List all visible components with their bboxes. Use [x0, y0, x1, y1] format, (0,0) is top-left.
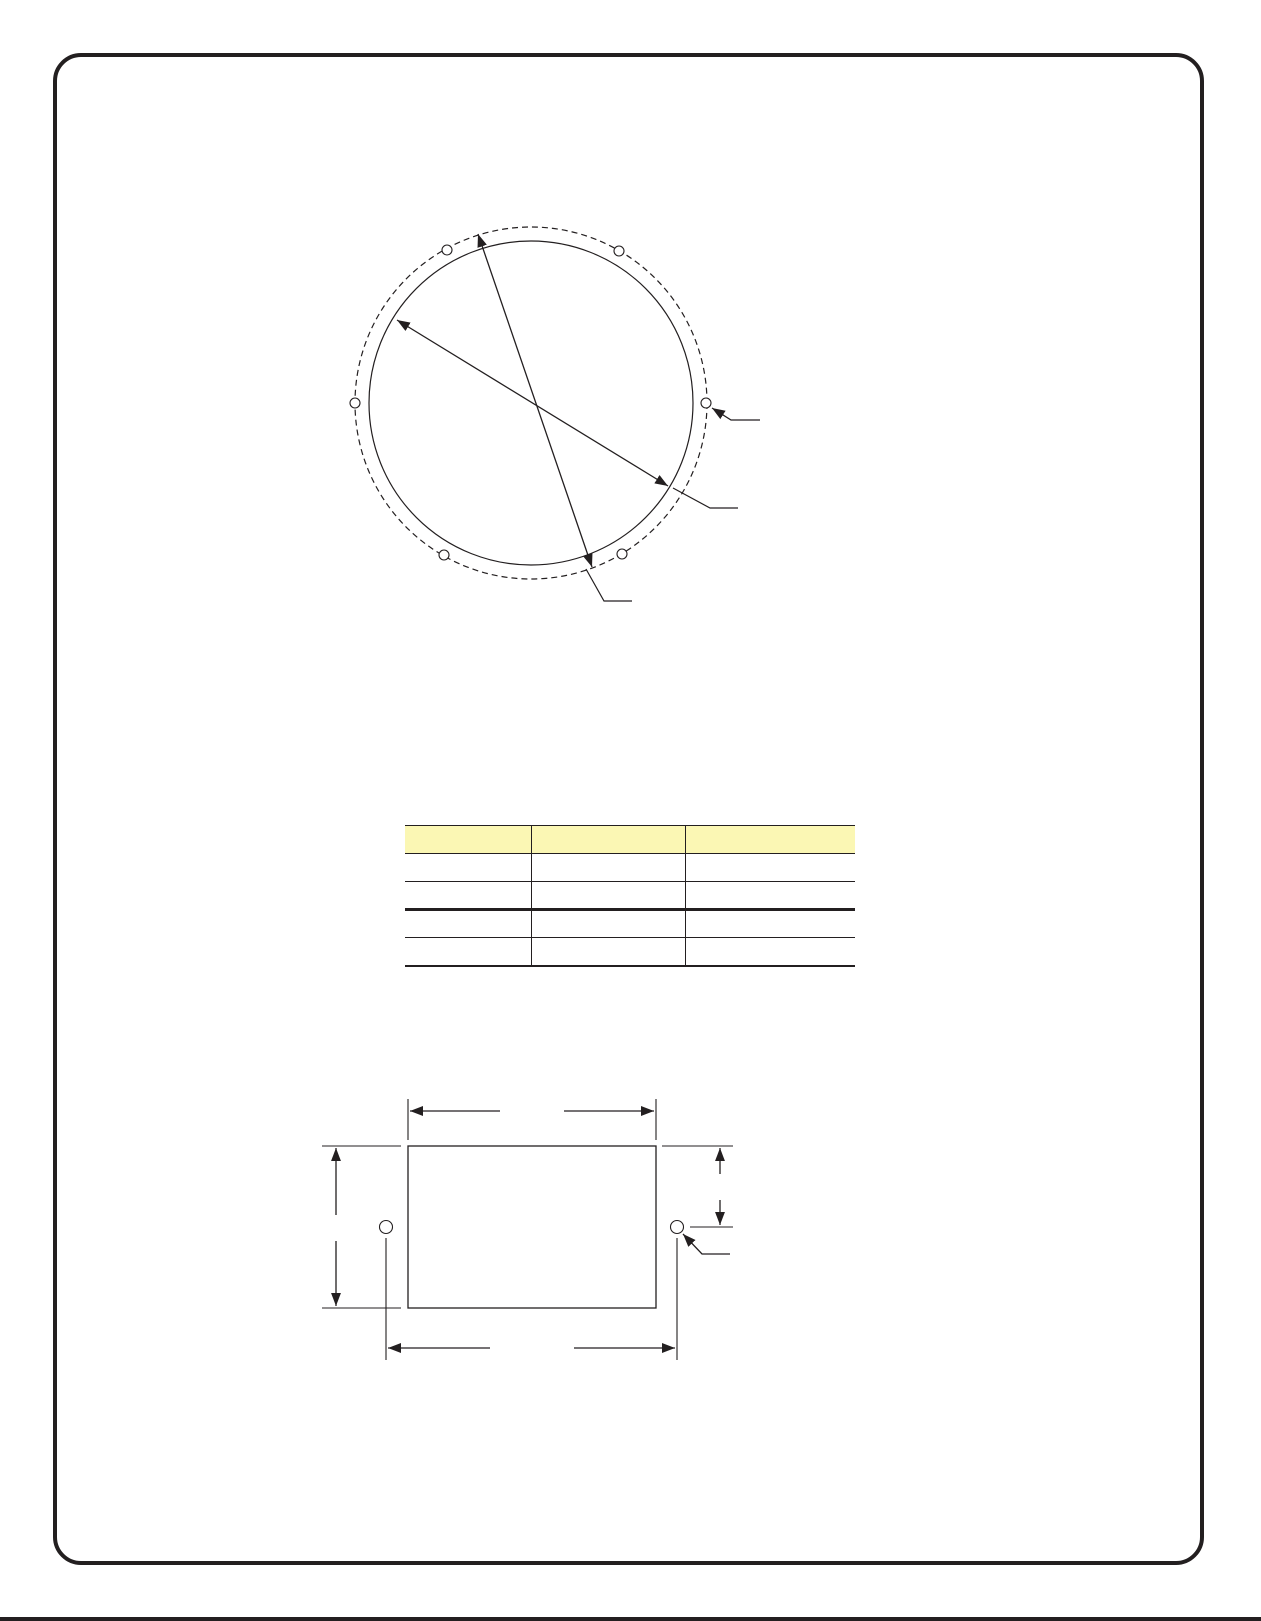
dimension-table [405, 825, 855, 967]
bottom-rule [0, 1617, 1261, 1621]
mounting-hole [380, 1221, 393, 1234]
table-cell [531, 938, 685, 966]
mounting-hole-leader [712, 408, 760, 420]
mounting-hole [671, 1221, 684, 1234]
mounting-hole [350, 398, 360, 408]
table-cell [531, 882, 685, 910]
mounting-hole [701, 398, 711, 408]
table-row [405, 854, 855, 882]
table-cell [685, 938, 855, 966]
table-row [405, 938, 855, 966]
outer-diameter-leader [586, 569, 632, 601]
bolt-circle-outline [355, 227, 707, 579]
table-row [405, 882, 855, 910]
outer-diameter-arrow [478, 234, 592, 567]
table-cell [531, 854, 685, 882]
mounting-hole [442, 245, 452, 255]
table-header-cell [405, 826, 531, 854]
inner-diameter-arrow [397, 320, 668, 486]
mounting-hole [614, 246, 624, 256]
table-row [405, 910, 855, 938]
table-cell [685, 854, 855, 882]
cutout-circle [369, 241, 693, 565]
table-cell [405, 854, 531, 882]
round-cutout-diagram [350, 227, 760, 601]
table-header-row [405, 826, 855, 854]
table-cell [685, 882, 855, 910]
mounting-hole [617, 549, 627, 559]
table-header-cell [531, 826, 685, 854]
table-cell [405, 882, 531, 910]
table-cell [531, 910, 685, 938]
mounting-hole [439, 550, 449, 560]
rectangular-cutout [408, 1146, 656, 1308]
rect-mounting-hole-leader [683, 1234, 730, 1254]
table-cell [405, 938, 531, 966]
rectangular-cutout-diagram [322, 1099, 733, 1360]
table-cell [685, 910, 855, 938]
table-cell [405, 910, 531, 938]
table-header-cell [685, 826, 855, 854]
